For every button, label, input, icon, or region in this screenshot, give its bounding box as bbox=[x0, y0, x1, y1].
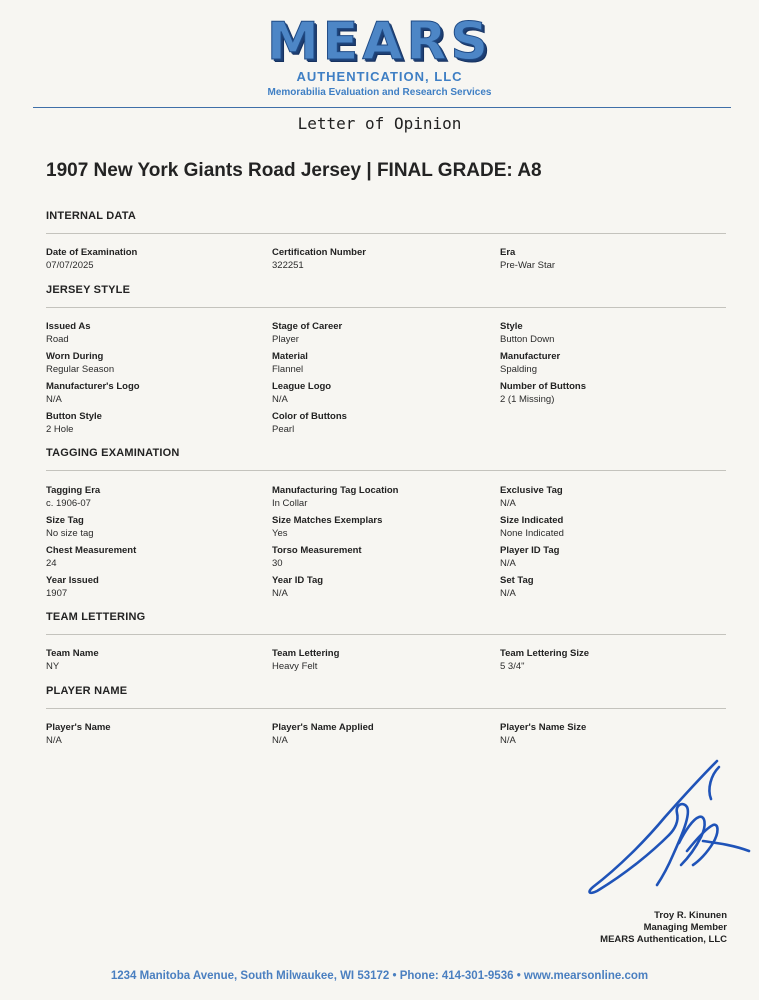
field-manufacturers-logo bbox=[46, 381, 261, 406]
field-value: 322251 bbox=[272, 260, 304, 271]
field-label: Year Issued bbox=[46, 575, 99, 586]
field-value: Yes bbox=[272, 528, 288, 539]
field-torso-measurement bbox=[272, 545, 487, 570]
section-divider bbox=[46, 307, 726, 308]
logo bbox=[0, 14, 759, 98]
field-label: Player's Name Size bbox=[500, 722, 587, 733]
field-label: Manufacturer's Logo bbox=[46, 381, 140, 392]
section-heading-jersey-style: JERSEY STYLE bbox=[46, 284, 131, 296]
field-chest-measurement bbox=[46, 545, 261, 570]
section-heading-internal-data: INTERNAL DATA bbox=[46, 210, 136, 222]
company-tagline: Memorabilia Evaluation and Research Services bbox=[267, 87, 492, 98]
field-year-issued bbox=[46, 575, 261, 600]
field-label: League Logo bbox=[272, 381, 332, 392]
field-value: N/A bbox=[500, 558, 516, 569]
field-size-indicated bbox=[500, 515, 715, 540]
field-value: Regular Season bbox=[46, 364, 115, 375]
field-value: N/A bbox=[46, 394, 62, 405]
letter-title: Letter of Opinion bbox=[297, 114, 462, 133]
field-label: Certification Number bbox=[272, 247, 366, 258]
field-label: Player's Name bbox=[46, 722, 111, 733]
field-value: c. 1906-07 bbox=[46, 498, 91, 509]
field-value: In Collar bbox=[272, 498, 308, 509]
field-value: N/A bbox=[500, 498, 516, 509]
field-set-tag bbox=[500, 575, 715, 600]
field-size-matches-exemplars bbox=[272, 515, 487, 540]
page-title: 1907 New York Giants Road Jersey | FINAL GRADE: A8 bbox=[46, 160, 542, 181]
field-value: 1907 bbox=[46, 588, 68, 599]
field-value: 30 bbox=[272, 558, 283, 569]
field-era bbox=[500, 247, 715, 272]
field-label: Manufacturer bbox=[500, 351, 561, 362]
field-league-logo bbox=[272, 381, 487, 406]
field-issued-as bbox=[46, 321, 261, 346]
logo-wordmark: MEARS bbox=[266, 12, 492, 72]
field-value: Pearl bbox=[272, 424, 295, 435]
field-label: Color of Buttons bbox=[272, 411, 347, 422]
field-team-lettering-size bbox=[500, 648, 715, 673]
field-value: 2 Hole bbox=[46, 424, 74, 435]
section-divider bbox=[46, 233, 726, 234]
field-value: 5 3/4" bbox=[500, 661, 525, 672]
field-label: Exclusive Tag bbox=[500, 485, 563, 496]
field-label: Set Tag bbox=[500, 575, 534, 586]
field-label: Player's Name Applied bbox=[272, 722, 374, 733]
signer-title: Managing Member bbox=[643, 922, 727, 933]
field-value: Flannel bbox=[272, 364, 304, 375]
field-label: Era bbox=[500, 247, 516, 258]
field-button-style bbox=[46, 411, 261, 436]
signer-name: Troy R. Kinunen bbox=[654, 910, 727, 921]
field-value: Heavy Felt bbox=[272, 661, 318, 672]
field-tagging-era bbox=[46, 485, 261, 510]
field-material bbox=[272, 351, 487, 376]
field-label: Team Lettering bbox=[272, 648, 340, 659]
field-value: N/A bbox=[272, 735, 288, 746]
field-value: N/A bbox=[500, 735, 516, 746]
field-label: Team Name bbox=[46, 648, 99, 659]
field-label: Year ID Tag bbox=[272, 575, 324, 586]
field-label: Manufacturing Tag Location bbox=[272, 485, 399, 496]
field-value: Pre-War Star bbox=[500, 260, 556, 271]
field-number-of-buttons bbox=[500, 381, 715, 406]
field-year-id-tag bbox=[272, 575, 487, 600]
field-style bbox=[500, 321, 715, 346]
field-date-of-examination bbox=[46, 247, 261, 272]
field-players-name-size bbox=[500, 722, 715, 747]
field-label: Style bbox=[500, 321, 523, 332]
field-certification-number bbox=[272, 247, 487, 272]
company-name: AUTHENTICATION, LLC bbox=[296, 69, 463, 84]
section-heading-team-lettering: TEAM LETTERING bbox=[46, 611, 146, 623]
field-value: Road bbox=[46, 334, 69, 345]
header-divider bbox=[33, 107, 731, 108]
field-value: N/A bbox=[46, 735, 62, 746]
field-label: Date of Examination bbox=[46, 247, 138, 258]
field-label: Size Tag bbox=[46, 515, 84, 526]
field-value: NY bbox=[46, 661, 60, 672]
field-exclusive-tag bbox=[500, 485, 715, 510]
field-value: N/A bbox=[272, 588, 288, 599]
field-label: Size Indicated bbox=[500, 515, 564, 526]
section-divider bbox=[46, 708, 726, 709]
field-worn-during bbox=[46, 351, 261, 376]
field-manufacturer bbox=[500, 351, 715, 376]
field-size-tag bbox=[46, 515, 261, 540]
section-heading-tagging-examination: TAGGING EXAMINATION bbox=[46, 447, 180, 459]
field-label: Worn During bbox=[46, 351, 104, 362]
field-value: Button Down bbox=[500, 334, 555, 345]
field-team-lettering bbox=[272, 648, 487, 673]
field-label: Team Lettering Size bbox=[500, 648, 590, 659]
signature-image bbox=[583, 755, 753, 905]
field-label: Button Style bbox=[46, 411, 102, 422]
section-divider bbox=[46, 470, 726, 471]
field-value: Spalding bbox=[500, 364, 537, 375]
field-label: Player ID Tag bbox=[500, 545, 560, 556]
field-label: Torso Measurement bbox=[272, 545, 362, 556]
field-value: 2 (1 Missing) bbox=[500, 394, 555, 405]
field-players-name bbox=[46, 722, 261, 747]
section-heading-player-name: PLAYER NAME bbox=[46, 685, 128, 697]
section-divider bbox=[46, 634, 726, 635]
field-value: 24 bbox=[46, 558, 57, 569]
field-team-name bbox=[46, 648, 261, 673]
field-value: None Indicated bbox=[500, 528, 564, 539]
field-player-id-tag bbox=[500, 545, 715, 570]
field-label: Material bbox=[272, 351, 308, 362]
field-value: No size tag bbox=[46, 528, 94, 539]
field-label: Chest Measurement bbox=[46, 545, 137, 556]
field-label: Tagging Era bbox=[46, 485, 101, 496]
field-value: Player bbox=[272, 334, 299, 345]
signer-block bbox=[600, 910, 727, 946]
field-stage-of-career bbox=[272, 321, 487, 346]
field-players-name-applied bbox=[272, 722, 487, 747]
field-label: Number of Buttons bbox=[500, 381, 587, 392]
footer-contact: 1234 Manitoba Avenue, South Milwaukee, WI 53172 • Phone: 414-301-9536 • www.mearsonline.com bbox=[110, 970, 649, 982]
field-label: Size Matches Exemplars bbox=[272, 515, 383, 526]
field-label: Issued As bbox=[46, 321, 91, 332]
field-value: N/A bbox=[500, 588, 516, 599]
field-label: Stage of Career bbox=[272, 321, 343, 332]
field-value: N/A bbox=[272, 394, 288, 405]
signer-company: MEARS Authentication, LLC bbox=[600, 934, 727, 945]
field-value: 07/07/2025 bbox=[46, 260, 94, 271]
field-manufacturing-tag-location bbox=[272, 485, 487, 510]
field-color-of-buttons bbox=[272, 411, 487, 436]
